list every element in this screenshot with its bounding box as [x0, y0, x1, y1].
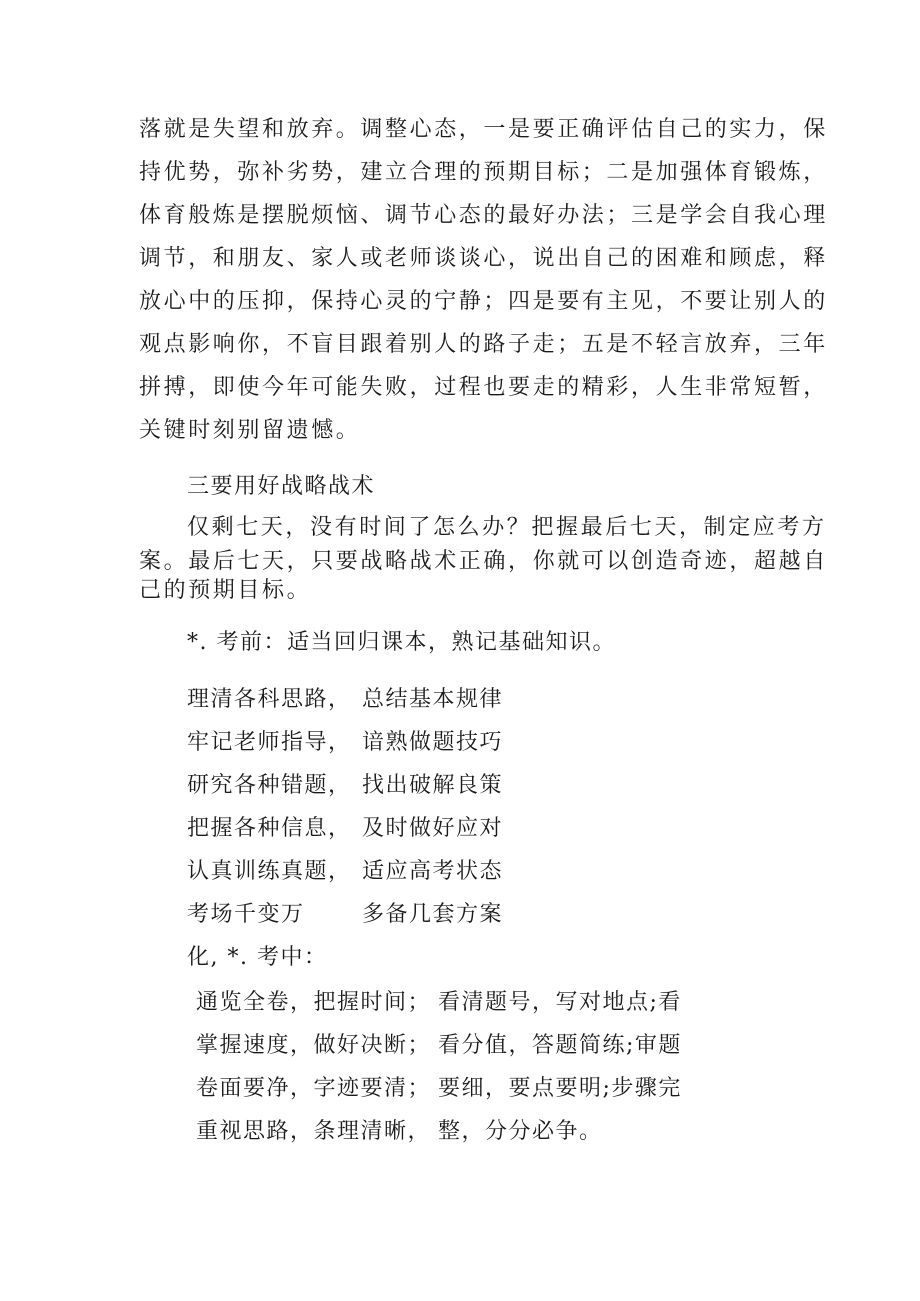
- paragraph-line: 己的预期目标。: [139, 578, 312, 603]
- paragraph-line: 拼搏，即使今年可能失败，过程也要走的精彩，人生非常短暂，: [139, 375, 828, 400]
- before-exam-heading: *. 考前：适当回归课本，熟记基础知识。: [187, 630, 616, 655]
- list-item-left: 理清各科思路，: [187, 687, 352, 712]
- list-item-left: 掌握速度，做好决断；: [196, 1033, 432, 1058]
- list-item-left: 把握各种信息，: [187, 816, 352, 841]
- list-item-left: 牢记老师指导，: [187, 730, 352, 755]
- list-item-left: 研究各种错题，: [187, 773, 352, 798]
- paragraph-line: 仅剩七天，没有时间了怎么办？把握最后七天，制定应考方: [187, 515, 827, 540]
- list-item-left: 考场千变万: [187, 902, 305, 927]
- paragraph-line: 案。最后七天，只要战略战术正确，你就可以创造奇迹，超越自: [139, 549, 828, 574]
- list-item-left: 重视思路，条理清晰，: [196, 1119, 432, 1144]
- list-item-left: 通览全卷，把握时间；: [196, 990, 432, 1015]
- paragraph-line: 落就是失望和放弃。调整心态，一是要正确评估自己的实力，保: [139, 117, 828, 142]
- list-item-right: 看清题号，写对地点;看: [438, 990, 682, 1015]
- during-exam-heading: 化, *. 考中：: [187, 945, 328, 970]
- list-item-left: 卷面要净，字迹要清；: [196, 1076, 432, 1101]
- list-item-right: 总结基本规律: [362, 687, 504, 712]
- section-heading: 三要用好战略战术: [187, 474, 376, 499]
- list-item-right: 多备几套方案: [362, 902, 504, 927]
- list-item-left: 认真训练真题，: [187, 859, 352, 884]
- list-item-right: 要细，要点要明;步骤完: [438, 1076, 682, 1101]
- paragraph-line: 持优势，弥补劣势，建立合理的预期目标；二是加强体育锻炼，: [139, 160, 828, 185]
- list-item-right: 适应高考状态: [362, 859, 504, 884]
- paragraph-line: 观点影响你，不盲目跟着别人的路子走；五是不轻言放弃，三年: [139, 332, 828, 357]
- list-item-right: 及时做好应对: [362, 816, 504, 841]
- list-item-right: 找出破解良策: [362, 773, 504, 798]
- list-item-right: 看分值，答题简练;审题: [438, 1033, 682, 1058]
- list-item-right: 谙熟做题技巧: [362, 730, 504, 755]
- paragraph-line: 体育般炼是摆脱烦恼、调节心态的最好办法；三是学会自我心理: [139, 203, 828, 228]
- paragraph-line: 关键时刻别留遗憾。: [139, 418, 361, 443]
- list-item-right: 整，分分必争。: [438, 1119, 603, 1144]
- paragraph-line: 放心中的压抑，保持心灵的宁静；四是要有主见，不要让别人的: [139, 289, 828, 314]
- paragraph-line: 调节，和朋友、家人或老师谈谈心，说出自己的困难和顾虑，释: [139, 246, 828, 271]
